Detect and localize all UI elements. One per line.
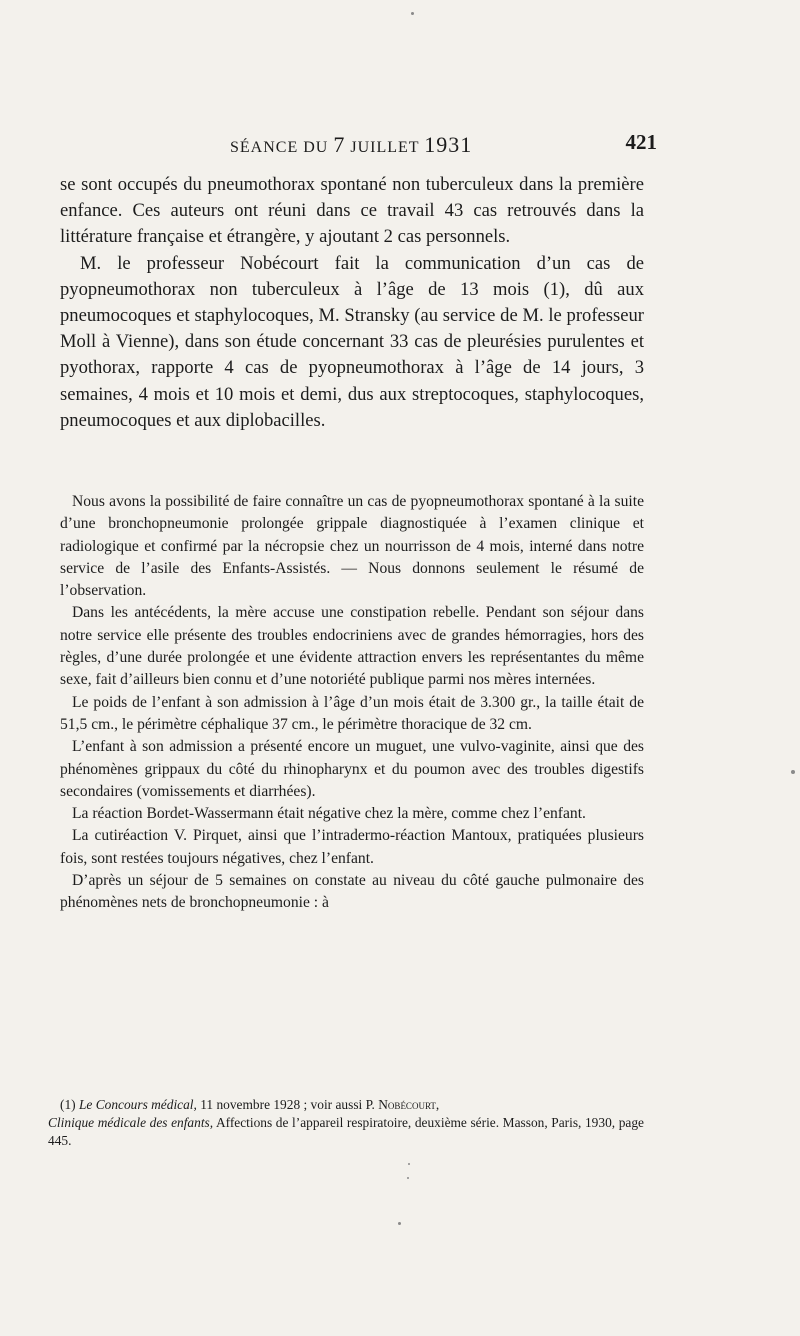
scan-speck — [408, 1163, 410, 1165]
paragraph-antecedents: Dans les antécédents, la mère accuse une constipation rebelle. Pendant son séjour dans notre service elle présente des troubles endocriniens avec de grandes hémorragies, hors des règles, d’une durée prolongée et une évidente attraction envers les représentantes du même sexe, fait d’ailleurs bien connu et d’une notoriété publique parmi nos mères internées. — [60, 604, 644, 689]
paragraph-bronchopneumonia: D’après un séjour de 5 semaines on constate au niveau du côté gauche pulmonaire des phénomènes nets de bronchopneumonie : à — [60, 872, 644, 912]
footnote-text — [48, 1096, 644, 1150]
footnote-author: Nobécourt, — [378, 1097, 440, 1112]
scan-speck — [411, 12, 414, 15]
header-month: JUILLET — [345, 139, 425, 156]
footnote-journal: Le Concours médical, — [78, 1097, 197, 1112]
footnote-book: Clinique médicale des enfants, — [48, 1115, 214, 1130]
scan-speck — [791, 770, 795, 774]
header-day: 7 — [333, 132, 346, 157]
footnote-date: 11 novembre 1928 ; voir aussi P. — [196, 1097, 379, 1112]
header-prefix: SÉANCE DU — [230, 139, 334, 156]
header-title — [230, 132, 472, 158]
header-year: 1931 — [424, 132, 473, 157]
running-header — [60, 130, 657, 157]
footnote — [48, 1096, 644, 1150]
scan-speck — [407, 1177, 409, 1179]
paragraph-admission: L’enfant à son admission a présenté encore un muguet, une vulvo-vaginite, ainsi que des phénomènes grippaux du côté du rhinopharynx et du poumon avec des troubles digestifs secondaires (vomissements et diarrhées). — [60, 738, 644, 800]
main-text-block — [60, 172, 644, 434]
footnote-marker: (1) — [60, 1097, 79, 1112]
paragraph-continuation: se sont occupés du pneumothorax spontané non tuberculeux dans la première enfance. Ces auteurs ont réuni dans ce travail 43 cas retrouvés dans la littérature française et étrangère, y ajoutant 2 cas personnels. — [60, 174, 644, 248]
paragraph-weight: Le poids de l’enfant à son admission à l’âge d’un mois était de 3.300 gr., la taille était de 51,5 cm., le périmètre céphalique 37 cm., le périmètre thoracique de 32 cm. — [60, 693, 644, 733]
scan-speck — [398, 1222, 401, 1225]
paragraph-wassermann: La réaction Bordet-Wassermann était négative chez la mère, comme chez l’enfant. — [72, 805, 586, 823]
case-report-block — [60, 491, 644, 915]
paragraph-case-intro: Nous avons la possibilité de faire connaître un cas de pyopneumothorax spontané à la suite d’une bronchopneumonie prolongée grippale diagnostiquée à l’examen clinique et radiologique et confirmé par la nécropsie chez un nourrisson de 4 mois, interné dans notre service de l’asile des Enfants-Assistés. — Nous donnons seulement le résumé de l’observation. — [60, 493, 644, 600]
paragraph-nobecourt: M. le professeur Nobécourt fait la communication d’un cas de pyopneumothorax non tuberculeux à l’âge de 13 mois (1), dû aux pneumocoques et staphylocoques, M. Stransky (au service de M. le professeur Moll à Vienne), dans son étude concernant 33 cas de pleurésies purulentes et pyothorax, rapporte 4 cas de pyopneumothorax à l’âge de 14 jours, 3 semaines, 4 mois et 10 mois et demi, dus aux streptocoques, staphylocoques, pneumocoques et aux diplobacilles. — [60, 252, 644, 431]
paragraph-cutireaction: La cutiréaction V. Pirquet, ainsi que l’intradermo-réaction Mantoux, pratiquées plusieurs fois, sont restées toujours négatives, chez l’enfant. — [60, 827, 644, 867]
footnote-rest: Affections de l’appareil respiratoire, deuxième série. Masson, Paris, 1930, page 445. — [48, 1115, 644, 1148]
page-number: 421 — [625, 130, 657, 154]
